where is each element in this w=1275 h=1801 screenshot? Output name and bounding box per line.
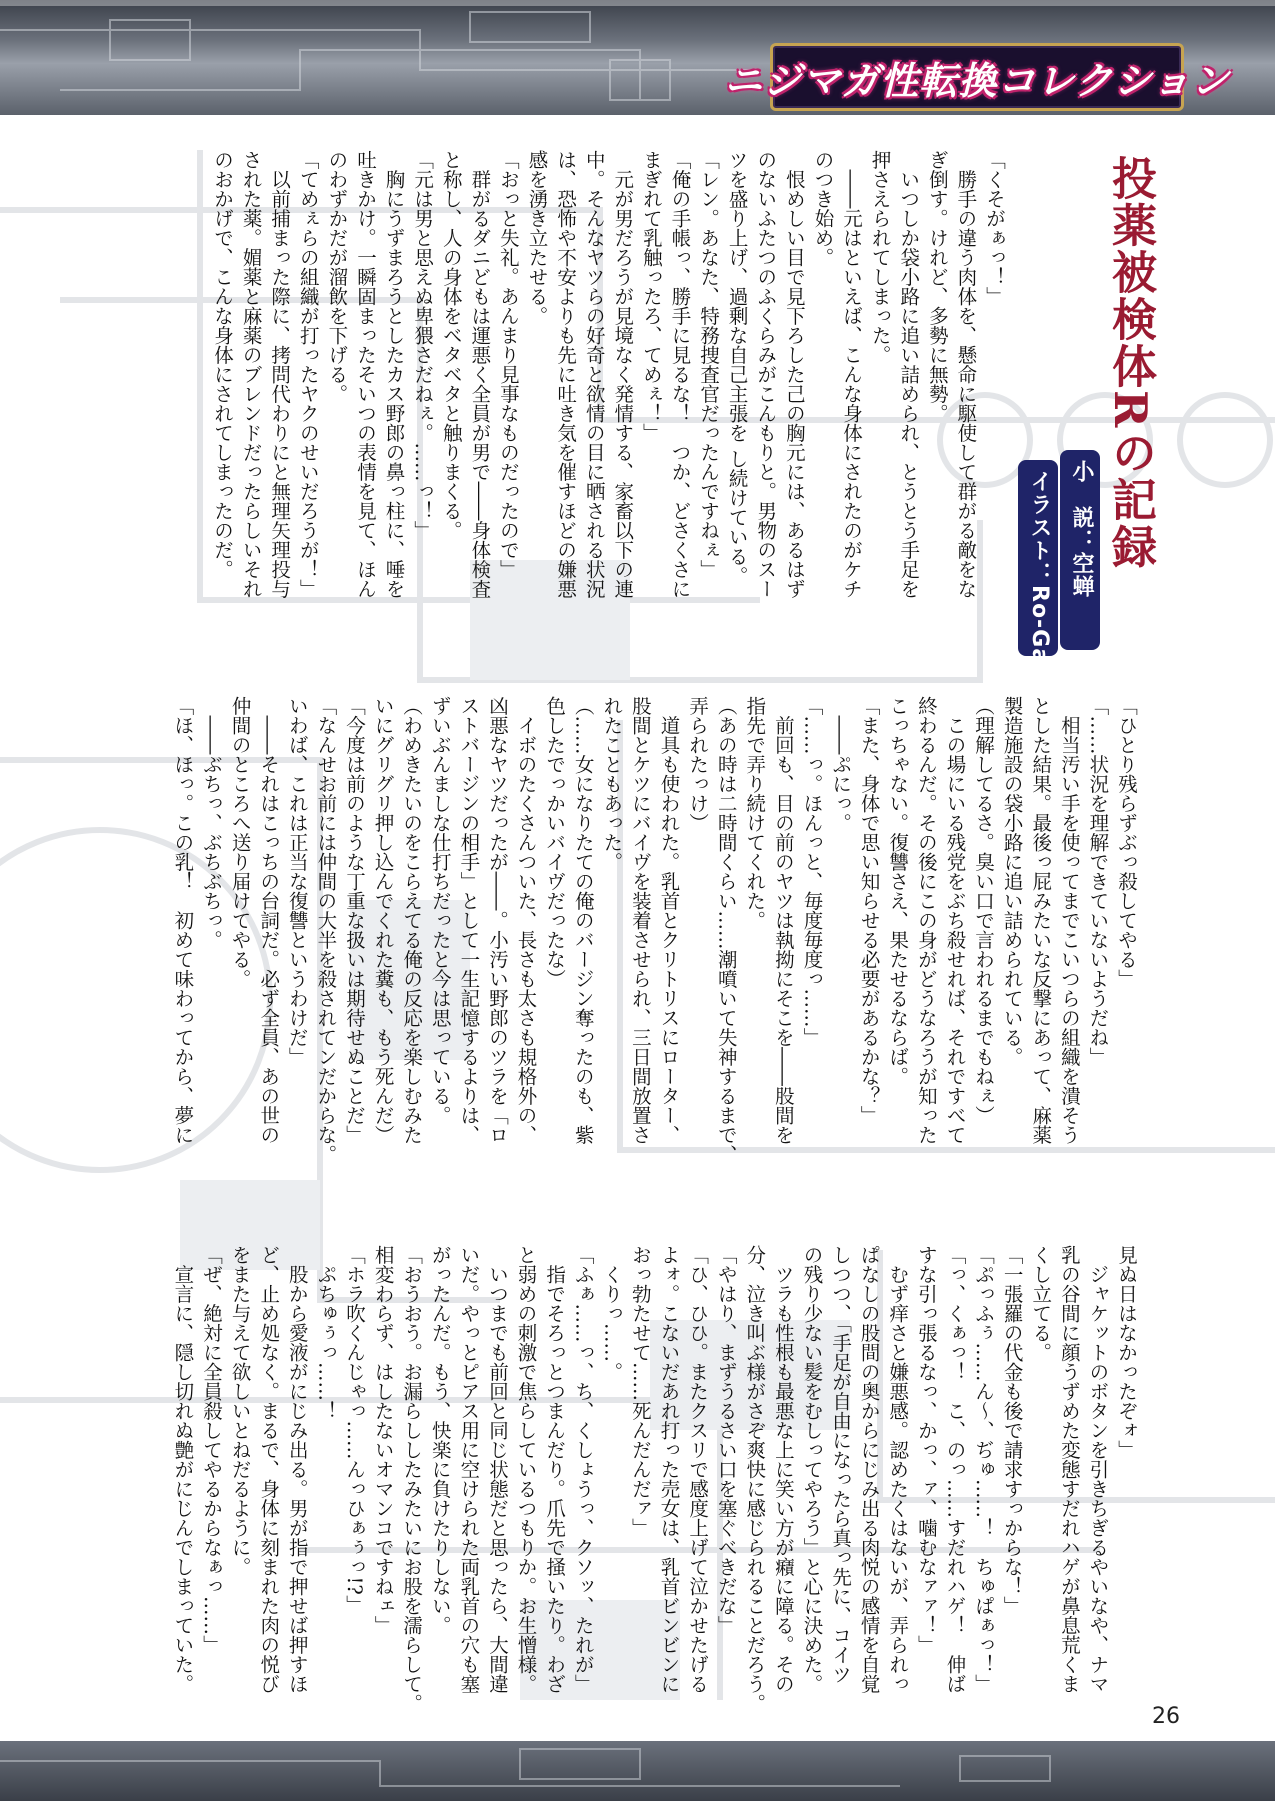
series-banner: [724, 43, 1230, 111]
footer-band: [0, 1741, 1275, 1801]
series-title: ニジマガ性転換コレクション: [724, 58, 1230, 103]
text-block-top: 「くそがぁっ！」 勝手の違う肉体を、懸命に駆使して群がる敵をな ぎ倒す。けれど、多勢に無勢。 いつしか袋小路に追い詰められ、とうとう手足を 押さえられてしまった。 ――元はといえば、こんな身体にされたのがケチ のつき始め。 恨めしい目で見下ろした己の胸元には、あるはず のないふたつのふくらみがこんもりと。男物のスー ツを盛り上げ、過剰な自己主張を し続けている。 「レン。あなた、特務捜査官だったんですねぇ」 「俺の手帳っ、勝手に見るな！ つか、どさくさに まぎれて乳触ったろ、てめぇ！」 元が男だろうが見境なく発情する、家畜以下の連 中。そんなヤツらの好奇と欲情の目に晒される状況 は、恐怖や不安よりも先に吐き気を催すほどの嫌悪 感を湧き立たせる。 「おっと失礼。あんまり見事なものだったので」 群がるダニどもは運悪く全員が男で――身体検査 と称し、人の身体をベタベタと触りまくる。 「元は男と思えぬ卑猥さだねぇ。……っ！」 胸にうずまろうとしたカス野郎の鼻っ柱に、唾を 吐きかけ。一瞬固まったそいつの表情を見て、ほん のわずかだが溜飲を下げる。 「てめぇらの組織が打ったヤクのせいだろうが！」 以前捕まった際に、拷問代わりにと無理矢理投与 された薬。媚薬と麻薬のブレンドだったらしいそれ のおかげで、こんな身体にされてしまったのだ。: [210, 150, 1006, 599]
text-block-middle: 「ひとり残らずぶっ殺してやる」 「……状況を理解できていないようだね」 相当汚い手を使ってまでこいつらの組織を潰そう とした結果。最後っ屁みたいな反撃にあって、麻薬 製造施設の袋小路に追い詰められている。 （理解してるさ。臭い口で言われるまでもねぇ） この場にいる残党をぶち殺せれば、それですべて 終わるんだ。その後にこの身がどうなろうが知った こっちゃない。復讐さえ、果たせるならば。 「また、身体で思い知らせる必要があるかな？」 ――ぷにっ。 「……っ。ほんっと、毎度毎度っ……」 前回も、目の前のヤツは執拗にそこを――股間を 指先で弄り続けてくれた。 （あの時は二時間くらい……潮噴いて失神するまで、 弄られたっけ） 道具も使われた。乳首とクリトリスにローター、 股間とケツにバイヴを装着させられ、三日間放置さ れたこともあった。 （……女になりたての俺のバージン奪ったのも、紫 色したでっかいバイヴだったな） イボのたくさんついた、長さも太さも規格外の、 凶悪なヤツだったが――。小汚い野郎のツラを「ロ ストバージンの相手」として一生記憶するよりは、 ずいぶんましな仕打ちだったと今は思っている。 （わめきたいのをこらえてる俺の反応を楽しむみた いにグリグリ押し込んでくれた糞も、もう死んだ） 「今度は前のような丁重な扱いは期待せぬことだ」 「なんせお前には仲間の大半を殺されてンだからな。 いわば、これは正当な復讐というわけだ」 ――それはこっちの台詞だ。必ず全員、あの世の 仲間のところへ送り届けてやる。 ――ぶちっ、ぶちぶちっ。 「ほ、ほっ。この乳！ 初めて味わってから、夢に: [171, 696, 1138, 1164]
story-title: 投薬被検体Rの記録: [1104, 155, 1157, 571]
footer-texture: [0, 1741, 1275, 1801]
illustrator-credit: イラスト：Ro-Ga: [1018, 460, 1058, 656]
page-number: 26: [1152, 1704, 1180, 1729]
text-block-bottom: 見ぬ日はなかったぞォ」 ジャケットのボタンを引きちぎるやいなや、ナマ 乳の谷間に顔うずめた変態すだれハゲが鼻息荒くま くし立てる。 「一張羅の代金も後で請求すっからな！」 「ぷっふぅ……ん～、ぢゅ……！ ちゅぱぁっ！」 「っ、くぁっ！ こ、のっ……すだれハゲ！ 伸ば すな引っ張るなっ、かっ、ァ、噛むなァァ！」 むず痒さと嫌悪感。認めたくはないが、弄られっ ぱなしの股間の奥からにじみ出る肉悦の感情を自覚 しつつ、「手足が自由になったら真っ先に、コイツ の残り少ない髪をむしってやろう」と心に決めた。 ツラも性根も最悪な上に笑い方が癪に障る。その 分、泣き叫ぶ様がさぞ爽快に感じられることだろう。 「やはり、まずうるさい口を塞ぐべきだな」 「ひ、ひひ。またクスリで感度上げて泣かせたげる よォ。こないだあれ打った売女は、乳首ビンビンに おっ勃たせて……死んだんだァ」 くりっ……。 「ふぁ……っ、ち、くしょうっ、クソッ、たれが」 指でそろっとつまんだり。爪先で掻いたり。わざ と弱めの刺激で焦らしているつもりか。お生憎様。 いつまでも前回と同じ状態だと思ったら、大間違 いだ。やっとピアス用に空けられた両乳首の穴も塞 がったんだ。もう、快楽に負けたりしない。 「おうおう。お漏らししたみたいにお股を濡らして。 相変わらず、はしたないオマンコですねェ」 「ホラ吹くんじゃっ……んっひぁぅっ!?」 ぷちゅぅっ……！ 股から愛液がにじみ出る。男が指で押せば押すほ ど、止め処なく。まるで、身体に刻まれた肉の悦び をまた与えて欲しいとねだるように。 「ぜ、絶対に全員殺してやるからなぁっ……」 宣言に、隠し切れぬ艶がにじんでしまっていた。: [171, 1245, 1138, 1713]
author-credit: 小 説：空蝉: [1060, 450, 1100, 650]
